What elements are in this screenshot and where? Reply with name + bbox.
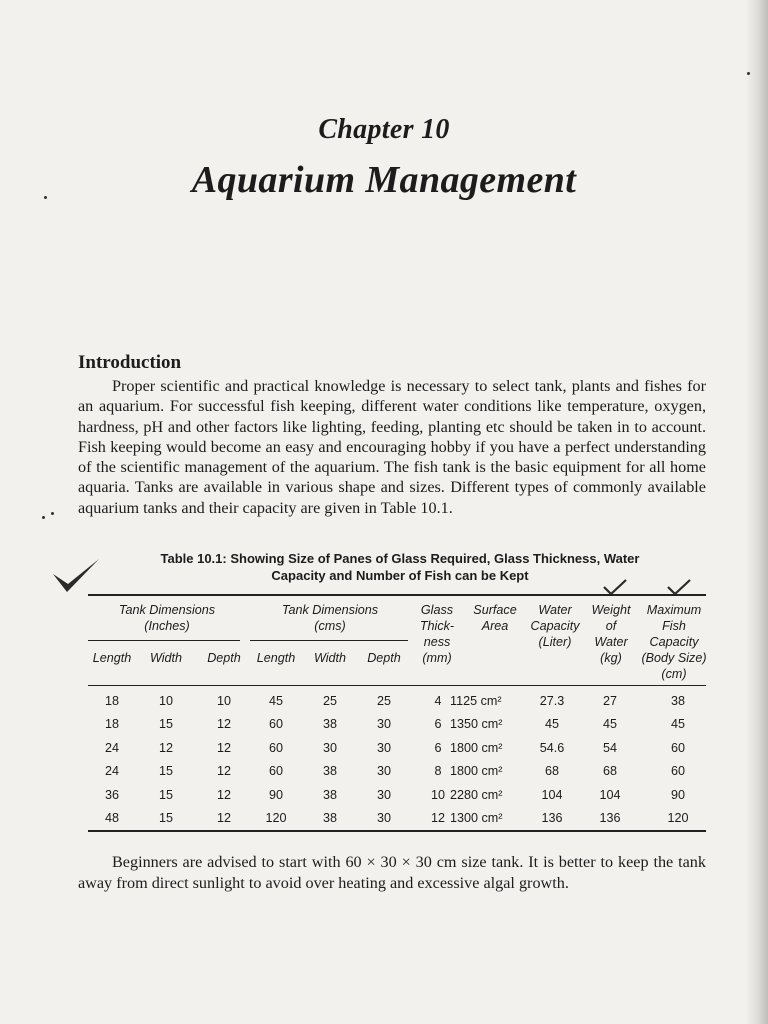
table-cell: 60 xyxy=(670,740,685,755)
table-cell: 36 xyxy=(104,787,119,802)
table-cell: 104 xyxy=(599,787,621,802)
table-cell: 12 xyxy=(158,740,173,755)
table-cell: 45 xyxy=(602,717,617,732)
table-cell: 24 xyxy=(104,764,119,779)
table-cell: 45 xyxy=(268,694,283,708)
table-cell: 15 xyxy=(158,764,173,779)
table-cell: 1300 cm² xyxy=(450,811,503,825)
subheader-depth-inches: Depth xyxy=(207,651,241,665)
table-cell: 4 xyxy=(434,694,442,708)
header-bottom-rule xyxy=(88,685,706,686)
page-edge-shadow xyxy=(746,0,768,1024)
table-cell: 15 xyxy=(158,811,173,825)
header-maximum-fish-capacity: Maximum Fish Capacity (Body Size) (cm) xyxy=(641,603,707,681)
table-cell: 10 xyxy=(430,787,445,802)
table-cell: 12 xyxy=(216,740,231,755)
header-glass-thickness: Glass Thick- ness (mm) xyxy=(419,603,455,665)
table-cell: 6 xyxy=(434,717,442,732)
table-cell: 27.3 xyxy=(539,694,565,708)
closing-paragraph: Beginners are advised to start with 60 × 30 × 30 cm size tank. It is better to keep the tank away from direct sunlight to avoid over heating and excessive algal growth. xyxy=(78,853,706,892)
table-cell: 1800 cm² xyxy=(450,764,503,779)
table-cell: 24 xyxy=(104,740,119,755)
table-cell: 30 xyxy=(376,740,391,755)
table-cell: 1350 cm² xyxy=(450,717,503,732)
group-underline-inches xyxy=(88,640,240,641)
table-cell: 25 xyxy=(322,694,337,708)
chapter-label: Chapter 10 xyxy=(318,114,450,145)
table-cell: 2280 cm² xyxy=(450,787,503,802)
table-cell: 10 xyxy=(216,694,231,708)
table-cell: 38 xyxy=(322,717,337,732)
table-bottom-rule xyxy=(88,830,706,832)
table-cell: 38 xyxy=(322,787,337,802)
table-cell: 10 xyxy=(158,694,173,708)
table-cell: 18 xyxy=(104,717,119,732)
table-cell: 12 xyxy=(216,764,231,779)
table-cell: 12 xyxy=(216,717,231,732)
table-top-rule xyxy=(88,594,706,596)
table-cell: 30 xyxy=(376,717,391,732)
scan-speck xyxy=(42,516,45,519)
table-cell: 68 xyxy=(602,764,617,779)
table-cell: 45 xyxy=(670,717,685,732)
scan-speck xyxy=(747,72,750,75)
table-cell: 12 xyxy=(216,787,231,802)
subheader-width-cms: Width xyxy=(313,651,347,665)
table-cell: 54 xyxy=(602,740,617,755)
table-cell: 60 xyxy=(268,764,283,779)
table-cell: 68 xyxy=(544,764,559,779)
table-cell: 25 xyxy=(376,694,391,708)
subheader-length-cms: Length xyxy=(256,651,296,665)
table-cell: 38 xyxy=(322,811,337,825)
header-tank-dimensions-inches: Tank Dimensions (Inches) xyxy=(118,603,216,633)
table-cell: 12 xyxy=(216,811,231,825)
table-cell: 1125 cm² xyxy=(450,694,502,708)
table-cell: 1800 cm² xyxy=(450,740,503,755)
table-cell: 30 xyxy=(376,764,391,779)
table-cell: 30 xyxy=(376,787,391,802)
section-heading-introduction: Introduction xyxy=(78,352,182,373)
table-caption-line-1: Table 10.1: Showing Size of Panes of Glass Required, Glass Thickness, Water xyxy=(160,551,640,566)
table-cell: 54.6 xyxy=(539,740,565,755)
table-cell: 15 xyxy=(158,717,173,732)
table-cell: 120 xyxy=(667,811,689,825)
intro-paragraph: Proper scientific and practical knowledge is necessary to select tank, plants and fishes for an aquarium. For successful fish keeping, different water conditions like temperature, oxygen, hardness, pH and other factors like lighting, feeding, planting etc should be taken in to account. Fish keeping would become an easy and encouraging hobby if you have a perfect understanding of the scientific management of the aquarium. The fish tank is the basic equipment for all home aquaria. Tanks are available in various shape and sizes. Different types of commonly available aquarium tanks and their capacity are given in Table 10.1. xyxy=(78,377,706,517)
table-cell: 12 xyxy=(430,811,445,825)
table-cell: 90 xyxy=(670,787,685,802)
subheader-length-inches: Length xyxy=(92,651,132,665)
table-cell: 60 xyxy=(670,764,685,779)
table-cell: 8 xyxy=(434,764,442,779)
header-tank-dimensions-cms: Tank Dimensions (cms) xyxy=(281,603,379,633)
subheader-depth-cms: Depth xyxy=(367,651,401,665)
table-cell: 45 xyxy=(544,717,559,732)
table-cell: 38 xyxy=(322,764,337,779)
subheader-width-inches: Width xyxy=(149,651,183,665)
table-cell: 27 xyxy=(602,694,617,708)
header-surface-area: Surface Area xyxy=(473,603,517,633)
table-cell: 6 xyxy=(434,740,442,755)
chapter-title: Aquarium Management xyxy=(191,159,577,201)
table-cell: 30 xyxy=(322,740,337,755)
table-cell: 60 xyxy=(268,740,283,755)
table-cell: 38 xyxy=(670,694,685,708)
table-cell: 18 xyxy=(104,694,119,708)
table-cell: 60 xyxy=(268,717,283,732)
table-cell: 48 xyxy=(104,811,119,825)
header-weight-of-water: Weight of Water (kg) xyxy=(591,603,631,665)
check-mark-icon xyxy=(50,556,102,596)
group-underline-cms xyxy=(250,640,408,641)
table-cell: 15 xyxy=(158,787,173,802)
table-caption xyxy=(100,550,700,584)
table-cell: 90 xyxy=(268,787,283,802)
table-caption-line-2: Capacity and Number of Fish can be Kept xyxy=(271,568,529,583)
table-cell: 136 xyxy=(541,811,563,825)
table-cell: 136 xyxy=(599,811,621,825)
header-water-capacity: Water Capacity (Liter) xyxy=(530,603,580,649)
scan-speck xyxy=(51,512,54,515)
table-cell: 104 xyxy=(541,787,563,802)
table-cell: 120 xyxy=(265,811,287,825)
table-cell: 30 xyxy=(376,811,391,825)
